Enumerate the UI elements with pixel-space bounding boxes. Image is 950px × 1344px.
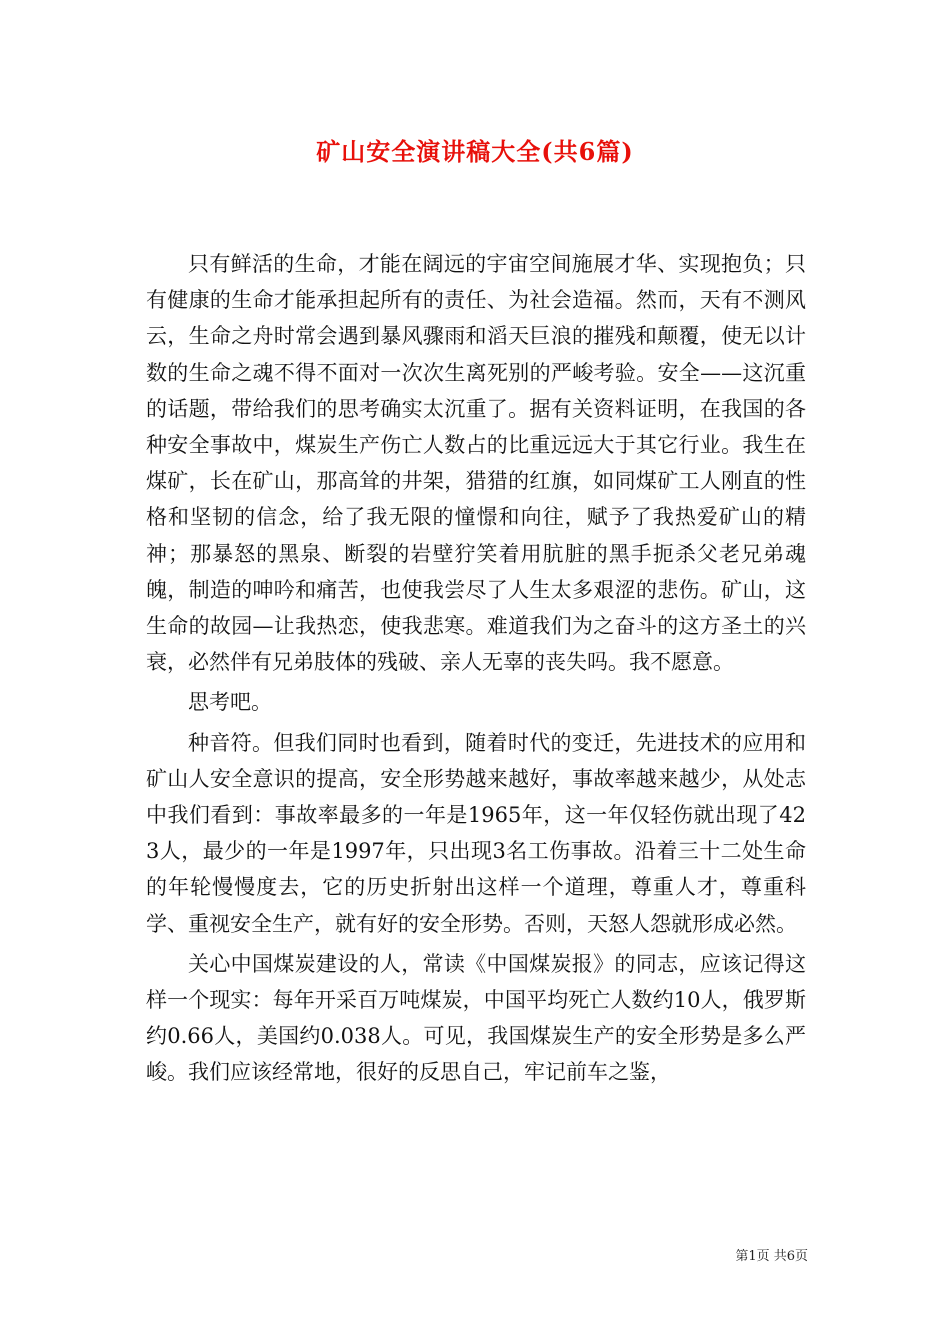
paragraph-4: 关心中国煤炭建设的人，常读《中国煤炭报》的同志，应该记得这样一个现实：每年开采百万吨煤炭，中国平均死亡人数约10人，俄罗斯约0.66人，美国约0.038人。可见，我国煤炭生产的安全形势是多么严峻。我们应该经常地，很好的反思自己，牢记前车之鉴， — [146, 951, 806, 1085]
paragraph-2: 思考吧。 — [188, 690, 272, 715]
document-body — [146, 246, 806, 1095]
page-number: 第1页 共6页 — [735, 1249, 808, 1264]
paragraph-3: 种音符。但我们同时也看到，随着时代的变迁，先进技术的应用和矿山人安全意识的提高，安全形势越来越好，事故率越来越少，从处志中我们看到：事故率最多的一年是1965年，这一年仅轻伤就出现了423人，最少的一年是1997年，只出现3名工伤事故。沿着三十二处生命的年轮慢慢度去，它的历史折射出这样一个道理，尊重人才，尊重科学、重视安全生产，就有好的安全形势。否则，天怒人怨就形成必然。 — [146, 730, 806, 936]
paragraph-1: 只有鲜活的生命，才能在阔远的宇宙空间施展才华、实现抱负；只有健康的生命才能承担起所有的责任、为社会造福。然而，天有不测风云，生命之舟时常会遇到暴风骤雨和滔天巨浪的摧残和颠覆，使无以计数的生命之魂不得不面对一次次生离死别的严峻考验。安全——这沉重的话题，带给我们的思考确实太沉重了。据有关资料证明，在我国的各种安全事故中，煤炭生产伤亡人数占的比重远远大于其它行业。我生在煤矿，长在矿山，那高耸的井架，猎猎的红旗，如同煤矿工人刚直的性格和坚韧的信念，给了我无限的憧憬和向往，赋予了我热爱矿山的精神；那暴怒的黑泉、断裂的岩壁狞笑着用肮脏的黑手扼杀父老兄弟魂魄，制造的呻吟和痛苦，也使我尝尽了人生太多艰涩的悲伤。矿山，这生命的故园—让我热恋，使我悲寒。难道我们为之奋斗的这方圣土的兴衰，必然伴有兄弟肢体的残破、亲人无辜的丧失吗。我不愿意。 — [146, 252, 806, 675]
page-footer — [0, 1248, 808, 1266]
document-title: 矿山安全演讲稿大全(共6篇) — [316, 137, 634, 166]
